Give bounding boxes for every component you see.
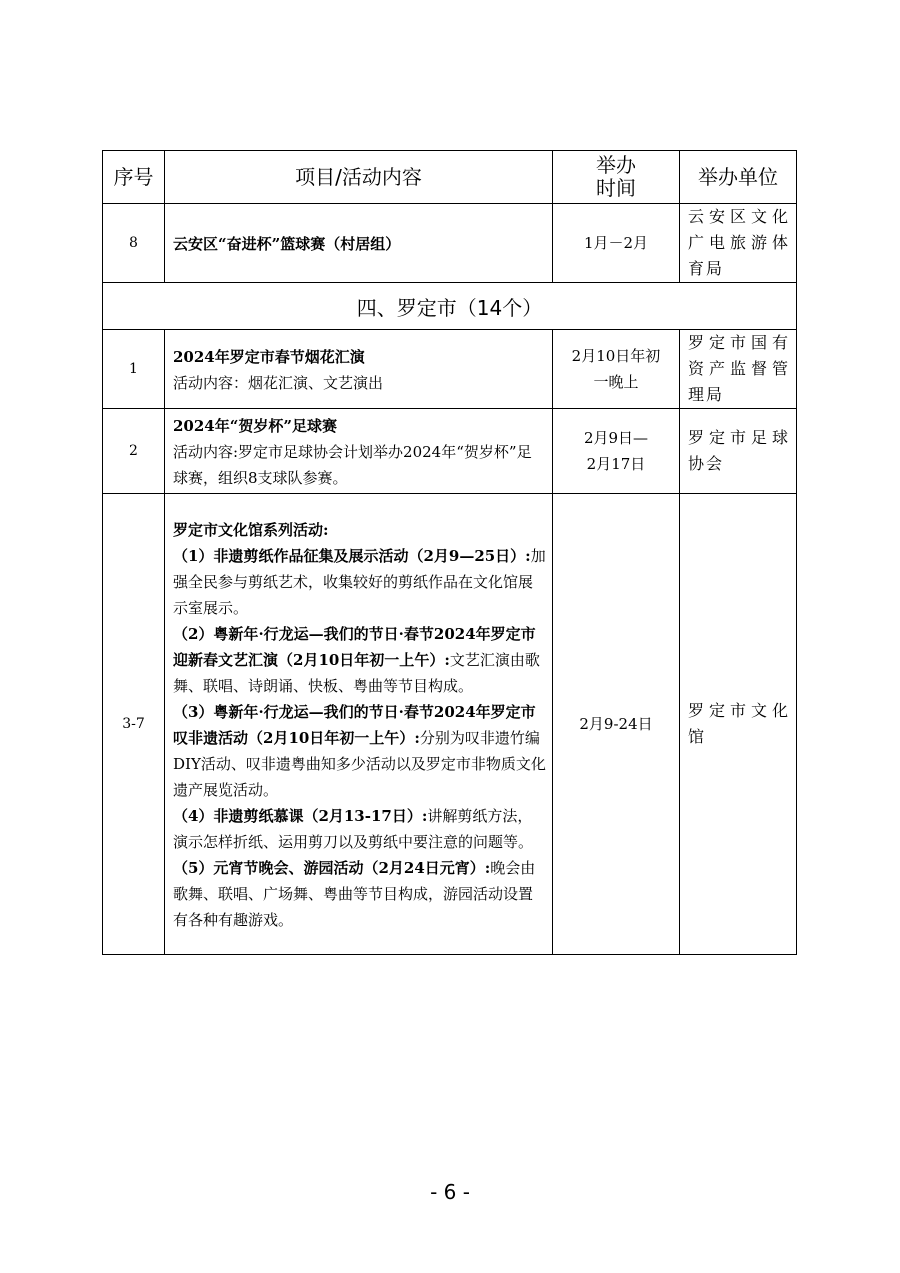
row-content	[165, 330, 553, 409]
row-index: 2	[103, 409, 165, 494]
row-title: 2024年罗定市春节烟花汇演	[173, 348, 365, 366]
row-org: 云安区文化广电旅游体育局	[680, 204, 797, 283]
activity-item-text: 讲解剪纸方法，演示怎样折纸、运用剪刀以及剪纸中要注意的问题等。	[173, 807, 534, 851]
activity-item-text: 文艺汇演由歌舞、联唱、诗朗诵、快板、粤曲等节目构成。	[173, 651, 540, 695]
row-time	[553, 409, 680, 494]
row-index: 3-7	[103, 494, 165, 955]
activity-item	[173, 543, 546, 621]
row-title: 云安区“奋进杯”篮球赛（村居组）	[165, 204, 553, 283]
activity-item-text: 分别为叹非遗竹编DIY活动、叹非遗粤曲知多少活动以及罗定市非物质文化遗产展览活动。	[173, 729, 546, 799]
activity-item	[173, 855, 546, 933]
row-time-line2: 2月17日	[586, 455, 646, 473]
row-time-line1: 2月10日年初	[571, 347, 661, 365]
section-row	[103, 283, 797, 330]
row-time: 1月－2月	[553, 204, 680, 283]
activity-item-heading: （4）非遗剪纸慕课（2月13-17日）:	[173, 807, 428, 825]
activity-table	[102, 150, 797, 955]
table-row	[103, 330, 797, 409]
table-row	[103, 494, 797, 955]
row-title: 2024年“贺岁杯”足球赛	[173, 417, 338, 435]
row-content	[165, 494, 553, 955]
activity-item-heading: （1）非遗剪纸作品征集及展示活动（2月9—25日）:	[173, 547, 531, 565]
row-desc: 活动内容:罗定市足球协会计划举办2024年“贺岁杯”足球赛，组织8支球队参赛。	[173, 443, 532, 487]
activity-item-text: 加强全民参与剪纸艺术，收集较好的剪纸作品在文化馆展示室展示。	[173, 547, 546, 617]
row-time-line2: 一晚上	[593, 373, 639, 391]
header-org: 举办单位	[680, 151, 797, 204]
activity-item-text: 晚会由歌舞、联唱、广场舞、粤曲等节目构成，游园活动设置有各种有趣游戏。	[173, 859, 536, 929]
row-index: 8	[103, 204, 165, 283]
activity-item-heading: （3）粤新年·行龙运—我们的节日·春节2024年罗定市叹非遗活动（2月10日年初一上午）:	[173, 703, 536, 747]
page-number: - 6 -	[430, 1180, 470, 1204]
activity-item	[173, 621, 546, 699]
row-org: 罗定市文化馆	[680, 494, 797, 955]
table-header-row	[103, 151, 797, 204]
activity-item	[173, 699, 546, 803]
header-time-line2: 时间	[596, 176, 636, 200]
row-org: 罗定市足球协会	[680, 409, 797, 494]
activity-item	[173, 803, 546, 855]
row-time-line1: 2月9日—	[583, 429, 649, 447]
row-time	[553, 330, 680, 409]
activity-item-heading: （5）元宵节晚会、游园活动（2月24日元宵）:	[173, 859, 491, 877]
row-desc: 活动内容：烟花汇演、文艺演出	[173, 374, 384, 392]
row-time: 2月9-24日	[553, 494, 680, 955]
row-org: 罗定市国有资产监督管理局	[680, 330, 797, 409]
activity-item-heading: （2）粤新年·行龙运—我们的节日·春节2024年罗定市迎新春文艺汇演（2月10日年初一上午）:	[173, 625, 536, 669]
row-content	[165, 409, 553, 494]
row-index: 1	[103, 330, 165, 409]
row-title: 罗定市文化馆系列活动:	[173, 521, 329, 539]
table-row	[103, 409, 797, 494]
table-row	[103, 204, 797, 283]
header-time-line1: 举办	[596, 153, 636, 177]
header-time	[553, 151, 680, 204]
header-content: 项目/活动内容	[165, 151, 553, 204]
header-index: 序号	[103, 151, 165, 204]
section-title: 四、罗定市（14个）	[103, 283, 797, 330]
